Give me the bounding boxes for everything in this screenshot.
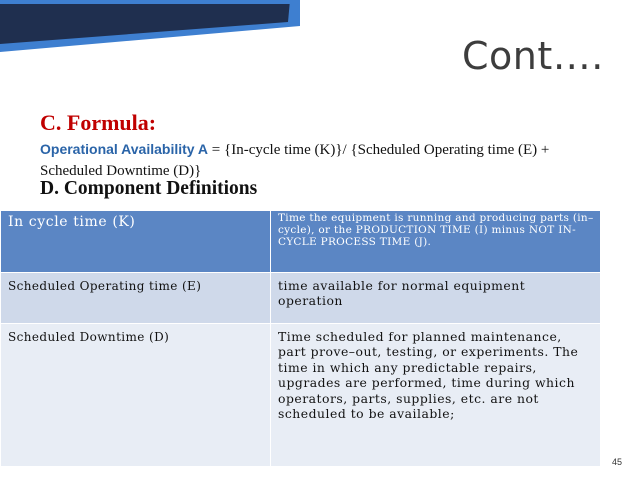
table-row xyxy=(1,273,601,324)
definition-cell: Time scheduled for planned maintenance, part prove–out, testing, or experiments. The time in which any predictable repairs, upgrades are performed, time during which operators, parts, supplies, etc. are not scheduled to be available; xyxy=(271,324,601,467)
formula-expression: {In-cycle time (K)}/ {Scheduled Operating time (E) + Scheduled Downtime (D)} xyxy=(40,142,550,179)
table-row xyxy=(1,324,601,467)
definition-cell: time available for normal equipment operation xyxy=(271,273,601,324)
slide-title: Cont…. xyxy=(462,34,604,78)
formula-equals: = xyxy=(208,142,225,158)
term-cell: Scheduled Downtime (D) xyxy=(1,324,271,467)
formula-line xyxy=(40,139,610,182)
formula-heading-colon: : xyxy=(148,110,157,135)
term-cell: Scheduled Operating time (E) xyxy=(1,273,271,324)
definitions-heading: D. Component Definitions xyxy=(40,178,258,199)
term-cell: In cycle time (K) xyxy=(1,211,271,273)
page-number: 45 xyxy=(612,457,623,467)
formula-heading xyxy=(40,110,156,136)
definition-cell: Time the equipment is running and producing parts (in–cycle), or the PRODUCTION TIME (I) minus NOT IN-CYCLE PROCESS TIME (J). xyxy=(271,211,601,273)
table-row xyxy=(1,211,601,273)
formula-heading-text: C. Formula xyxy=(40,110,149,135)
definitions-table xyxy=(0,210,601,467)
decorative-header-wedge xyxy=(0,0,300,52)
formula-label: Operational Availability A xyxy=(40,141,209,157)
